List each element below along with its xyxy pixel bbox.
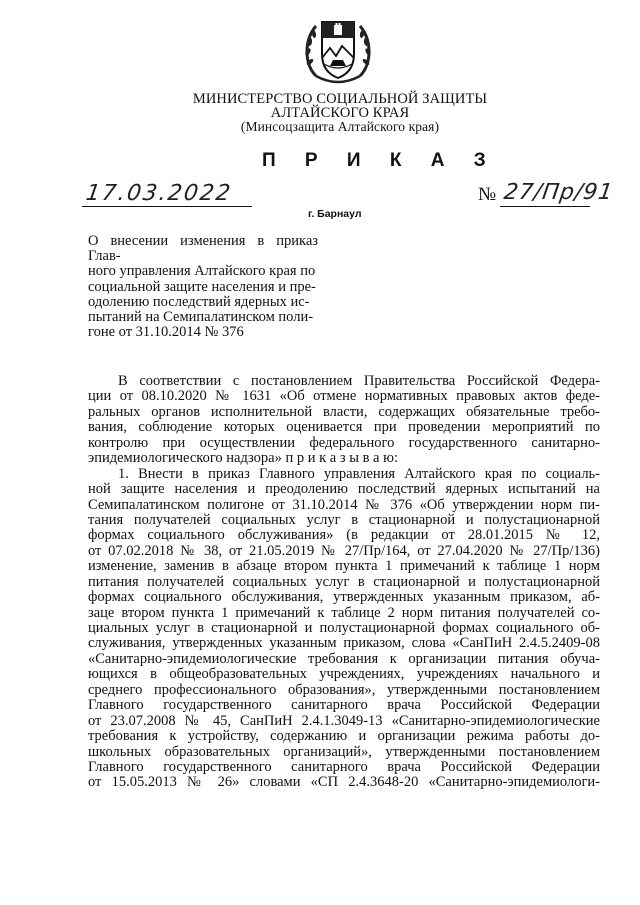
body-line: питания получателей социальных услуг в стационарной и полустационарной	[88, 574, 600, 590]
subject-line: ного управления Алтайского края по	[88, 263, 316, 280]
document-subject	[88, 234, 318, 340]
body-line: Главного государственного санитарного врача Российской Федерации	[88, 759, 600, 775]
number-sign: №	[478, 184, 497, 205]
body-line: заце втором пункта 1 примечаний к таблице 2 норм питания получателей со-	[88, 605, 600, 621]
body-line: 1. Внести в приказ Главного управления Алтайского края по социаль-	[118, 466, 600, 482]
ministry-short-name: (Минсоцзащита Алтайского края)	[240, 119, 440, 134]
document-body	[88, 374, 600, 791]
ministry-name-line2: АЛТАЙСКОГО КРАЯ	[270, 105, 410, 121]
document-number: 27/Пр/91	[502, 180, 616, 205]
coat-of-arms-icon	[300, 14, 376, 90]
body-line: от 07.02.2018 № 38, от 21.05.2019 № 27/Пр/164, от 27.04.2020 № 27/Пр/136)	[88, 543, 600, 559]
ministry-name-line1: МИНИСТЕРСТВО СОЦИАЛЬНОЙ ЗАЩИТЫ	[192, 91, 488, 107]
body-line: Главного государственного санитарного врача Российской Федерации	[88, 698, 600, 714]
body-line: ральных органов исполнительной власти, содержащих обязательные требо-	[88, 404, 600, 420]
subject-line: социальной защите населения и пре-	[88, 278, 316, 295]
body-line: среднего профессионального образования», утвержденными постановлением	[88, 682, 600, 698]
body-line: требования к устройству, содержанию и организации режима работы до-	[88, 729, 600, 745]
body-line: школьных образовательных организаций», утвержденными постановлением	[88, 744, 600, 760]
body-line: ной защите населения и преодолению последствий ядерных испытаний на	[88, 482, 600, 498]
document-type-title: П Р И К А З	[262, 150, 498, 171]
document-city: г. Барнаул	[308, 208, 362, 220]
body-line: формах социального обслуживания, утвержденных указанным приказом, аб-	[88, 590, 600, 606]
body-line: циальных услуг в стационарной и полустационарной формах социального об-	[88, 621, 600, 636]
body-line: ции от 08.10.2020 № 1631 «Об отмене нормативных правовых актов феде-	[88, 389, 600, 405]
number-underline	[500, 206, 590, 207]
body-line: служивания, утвержденных указанным приказом, слова «СанПиН 2.4.5.2409-08	[88, 636, 600, 652]
body-line: Семипалатинском полигоне от 31.10.2014 № 376 «Об утверждении норм пи-	[88, 497, 600, 513]
body-line: эпидемиологического надзора» п р и к а з ы в а ю:	[88, 451, 398, 467]
document-date: 17.03.2022	[84, 181, 234, 206]
subject-line: гоне от 31.10.2014 № 376	[88, 324, 244, 341]
body-line: тания получателей социальных услуг в стационарной и полустационарной	[88, 512, 600, 528]
body-line: В соответствии с постановлением Правительства Российской Федера-	[118, 374, 600, 389]
body-line: вания, соблюдение которых оценивается при проведении мероприятий по	[88, 420, 600, 436]
date-underline	[82, 206, 252, 207]
subject-line: пытаний на Семипалатинском поли-	[88, 309, 314, 326]
body-line: контролю при осуществлении федерального государственного санитарно-	[88, 435, 600, 451]
body-line: формах социального обслуживания» (в редакции от 28.01.2015 № 12,	[88, 528, 600, 544]
subject-line: одолению последствий ядерных ис-	[88, 293, 310, 310]
body-line: от 23.07.2008 № 45, СанПиН 2.4.1.3049-13 «Санитарно-эпидемиологические	[88, 713, 600, 729]
body-line: изменение, заменив в абзаце втором пункта 1 примечаний к таблице 1 норм	[88, 559, 600, 575]
subject-line: О внесении изменения в приказ Глав-	[88, 233, 318, 265]
body-line: «Санитарно-эпидемиологические требования к организации питания обуча-	[88, 651, 600, 667]
body-line: от 15.05.2013 № 26» словами «СП 2.4.3648-20 «Санитарно-эпидемиологи-	[88, 775, 600, 791]
body-line: ющихся в общеобразовательных учреждениях, учреждениях начального и	[88, 667, 600, 683]
